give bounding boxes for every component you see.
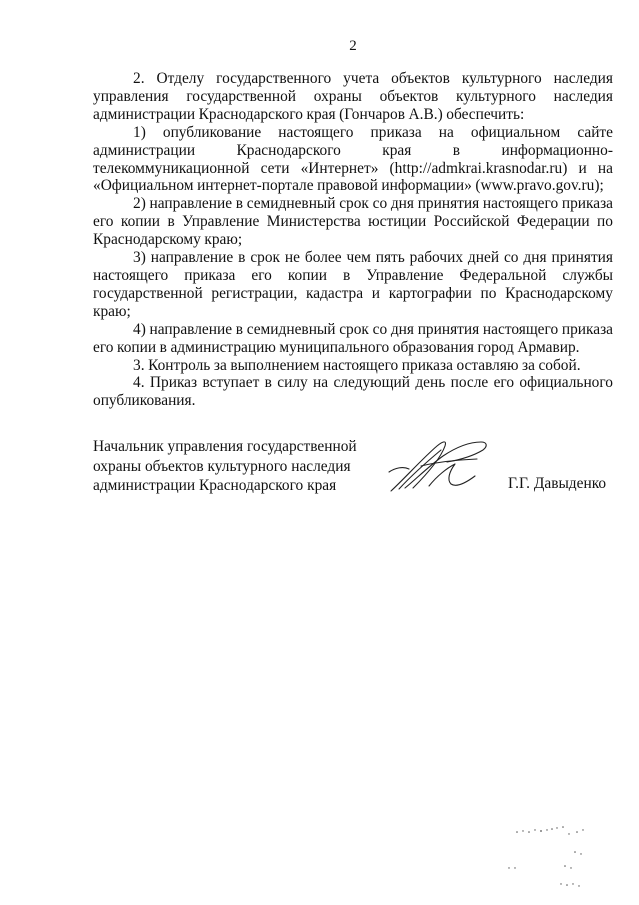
signer-position-line: администрации Краснодарского края <box>93 477 337 494</box>
scan-specks <box>505 822 595 892</box>
paragraph-subitem-1: 1) опубликование настоящего приказа на официальном сайте администрации Краснодарского края в информационно-телекоммуникационной сети «Интернет» (http://admkrai.krasnodar.ru) и на «Официальном интернет-портале правовой информации» (www.pravo.gov.ru); <box>93 123 613 195</box>
paragraph-item-4: 4. Приказ вступает в силу на следующий день после его официального опубликования. <box>93 374 613 410</box>
handwritten-signature <box>385 436 495 494</box>
signer-position-line: Начальник управления государственной <box>93 438 357 455</box>
paragraph-subitem-4: 4) направление в семидневный срок со дня принятия настоящего приказа его копии в администрацию муниципального образования город Армавир. <box>93 320 613 356</box>
paragraph-subitem-3: 3) направление в срок не более чем пять рабочих дней со дня принятия настоящего приказа его копии в Управление Федеральной службы государственной регистрации, кадастра и картографии по Краснодарскому краю; <box>93 249 613 320</box>
signer-position <box>93 437 357 496</box>
paragraph-item-2: 2. Отделу государственного учета объектов культурного наследия управления государственной охраны объектов культурного наследия администрации Краснодарского края (Гончаров А.В.) обеспечить: <box>93 70 613 123</box>
page-number: 2 <box>349 38 357 54</box>
signer-position-line: охраны объектов культурного наследия <box>93 457 351 475</box>
paragraph-subitem-2: 2) направление в семидневный срок со дня принятия настоящего приказа его копии в Управление Министерства юстиции Российской Федерации по Краснодарскому краю; <box>93 195 613 249</box>
signer-name: Г.Г. Давыденко <box>508 475 607 492</box>
paragraph-item-3: 3. Контроль за выполнением настоящего приказа оставляю за собой. <box>133 356 581 374</box>
document-body <box>93 70 613 410</box>
